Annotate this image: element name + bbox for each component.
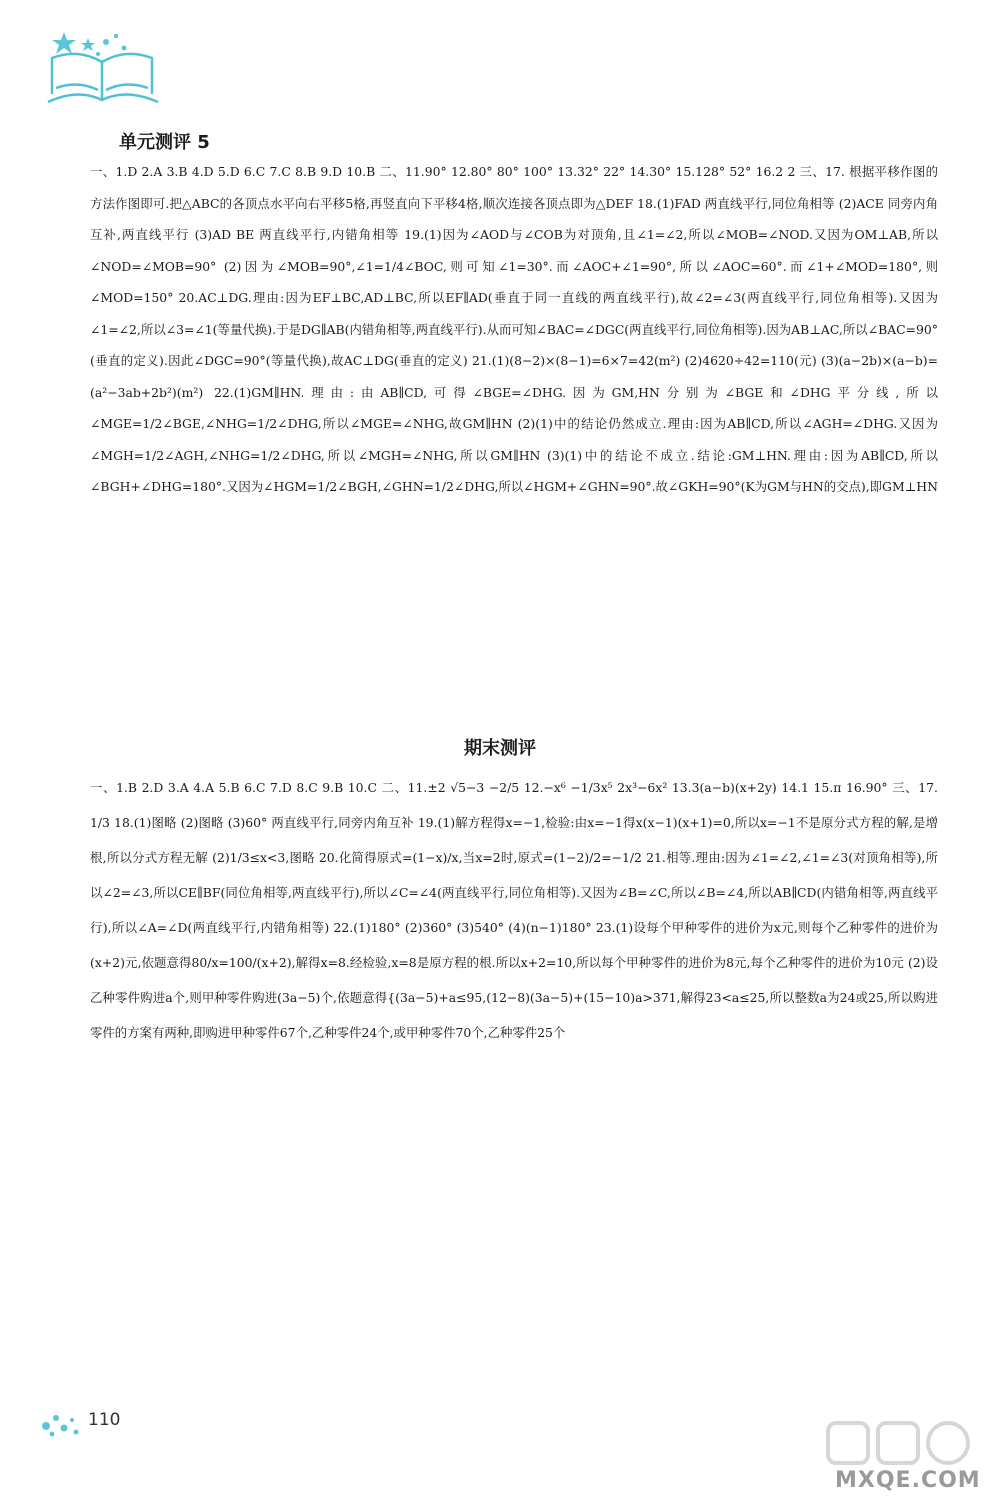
final-test-answers xyxy=(90,770,938,1050)
final-test-body: 一、1.B 2.D 3.A 4.A 5.B 6.C 7.D 8.C 9.B 10.C 二、11.±2 √5−3 −2/5 12.−x⁶ −1/3x⁵ 2x³−6x² 13.3(a−b)(x+2y) 14.1 15.π 16.90° 三、17. 1/3 18.(1)图略 (2)图略 (3)60° 两直线平行,同旁内角互补 19.(1)解方程得x=−1,检验:由x=−1得x(x−1)(x+1)=0,所以x=−1不是原分式方程的解,是增根,所以分式方程无解 (2)1/3≤x<3,图略 20.化简得原式=(1−x)/x,当x=2时,原式=(1−2)/2=−1/2 21.相等.理由:因为∠1=∠2,∠1=∠3(对顶角相等),所以∠2=∠3,所以CE∥BF(同位角相等,两直线平行),所以∠C=∠4(两直线平行,同位角相等).又因为∠B=∠C,所以∠B=∠4,所以AB∥CD(内错角相等,两直线平行),所以∠A=∠D(两直线平行,内错角相等) 22.(1)180° (2)360° (3)540° (4)(n−1)180° 23.(1)设每个甲种零件的进价为x元,则每个乙种零件的进价为(x+2)元,依题意得80/x=100/(x+2),解得x=8.经检验,x=8是原方程的根.所以x+2=10,所以每个甲种零件的进价为8元,每个乙种零件的进价为10元 (2)设乙种零件购进a个,则甲种零件购进(3a−5)个,依题意得{(3a−5)+a≤95,(12−8)(3a−5)+(15−10)a>371,解得23<a≤25,所以整数a为24或25,所以购进零件的方案有两种,即购进甲种零件67个,乙种零件24个,或甲种零件70个,乙种零件25个 xyxy=(90,780,938,1040)
page-number: 110 xyxy=(88,1410,121,1430)
unit-test-5-body: 一、1.D 2.A 3.B 4.D 5.D 6.C 7.C 8.B 9.D 10.B 二、11.90° 12.80° 80° 100° 13.32° 22° 14.30° 15.128° 52° 16.2 2 三、17. 根据平移作图的方法作图即可.把△ABC的各顶点水平向右平移5格,再竖直向下平移4格,顺次连接各顶点即为△DEF 18.(1)FAD 两直线平行,同位角相等 (2)ACE 同旁内角互补,两直线平行 (3)AD BE 两直线平行,内错角相等 19.(1)因为∠AOD与∠COB为对顶角,且∠1=∠2,所以∠MOB=∠NOD.又因为OM⊥AB,所以∠NOD=∠MOB=90° (2)因为∠MOB=90°,∠1=1/4∠BOC,则可知∠1=30°.而∠AOC+∠1=90°,所以∠AOC=60°.而∠1+∠MOD=180°,则∠MOD=150° 20.AC⊥DG.理由:因为EF⊥BC,AD⊥BC,所以EF∥AD(垂直于同一直线的两直线平行),故∠2=∠3(两直线平行,同位角相等).又因为∠1=∠2,所以∠3=∠1(等量代换).于是DG∥AB(内错角相等,两直线平行).从而可知∠BAC=∠DGC(两直线平行,同位角相等).因为AB⊥AC,所以∠BAC=90°(垂直的定义).因此∠DGC=90°(等量代换),故AC⊥DG(垂直的定义) 21.(1)(8−2)×(8−1)=6×7=42(m²) (2)4620÷42=110(元) (3)(a−2b)×(a−b)=(a²−3ab+2b²)(m²) 22.(1)GM∥HN.理由:由AB∥CD,可得∠BGE=∠DHG.因为GM,HN分别为∠BGE和∠DHG平分线,所以∠MGE=1/2∠BGE,∠NHG=1/2∠DHG,所以∠MGE=∠NHG,故GM∥HN (2)(1)中的结论仍然成立.理由:因为AB∥CD,所以∠AGH=∠DHG.又因为∠MGH=1/2∠AGH,∠NHG=1/2∠DHG,所以∠MGH=∠NHG,所以GM∥HN (3)(1)中的结论不成立.结论:GM⊥HN.理由:因为AB∥CD,所以∠BGH+∠DHG=180°.又因为∠HGM=1/2∠BGH,∠GHN=1/2∠DHG,所以∠HGM+∠GHN=90°.故∠GKH=90°(K为GM与HN的交点),即GM⊥HN xyxy=(90,164,938,494)
section-title-final-test: 期末测评 xyxy=(464,738,536,759)
unit-test-5-answers xyxy=(90,156,938,503)
splash-decoration-icon xyxy=(38,1398,86,1438)
section-title-unit-test-5: 单元测评 5 xyxy=(119,132,210,153)
book-logo-icon xyxy=(38,28,168,110)
watermark-text: MXQE.COM xyxy=(835,1468,981,1493)
